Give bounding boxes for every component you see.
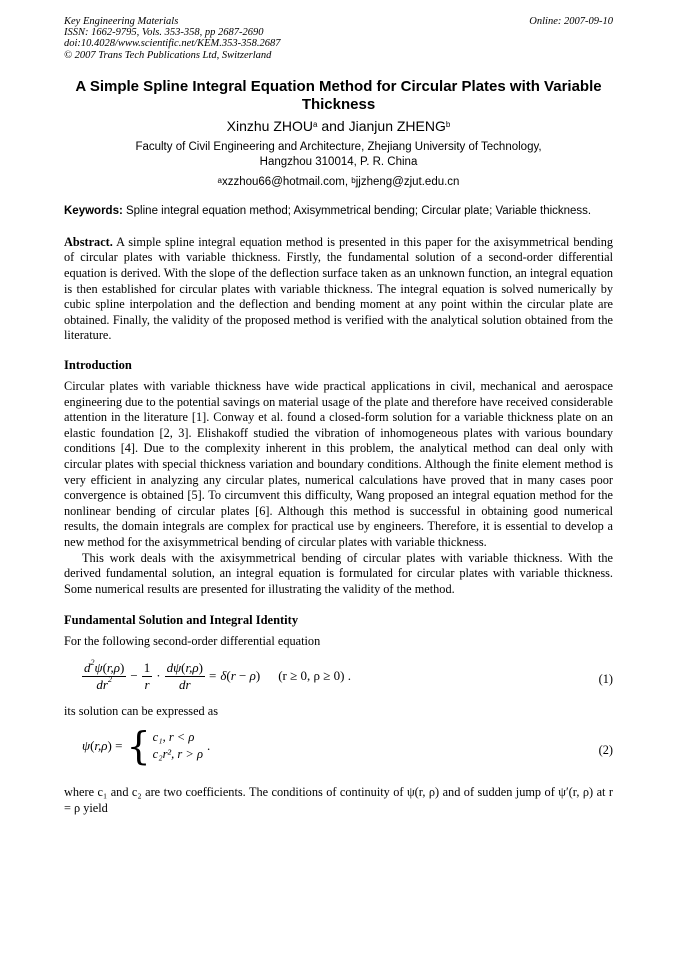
copyright-line: © 2007 Trans Tech Publications Ltd, Switzerland [64,49,272,61]
email-superscript: a [217,175,222,185]
equation-2: ψ(r,ρ) = { c₁, r < ρ c₂r², r > ρ . (2) [82,724,613,769]
author-superscript: b [445,119,451,129]
equation-1: $\frac{d^2\psi(r,\rho)}{dr^2}$ − $\frac{1}{r}$ · $\frac{d\psi(r,\rho)}{dr}$ = δ(r − ρ) (r ≥ 0, ρ ≥ 0) . (1) [84,657,613,692]
abstract-label: Abstract. [64,234,113,249]
body-paragraph: its solution can be expressed as [64,703,219,718]
email-link[interactable]: jjzheng@zjut.edu.cn [355,175,460,188]
author-list [64,118,613,135]
online-date: Online: 2007-09-10 [529,16,613,27]
author-conjunction: and [317,117,349,134]
keywords-label: Keywords: [64,204,123,217]
affiliation-line: Faculty of Civil Engineering and Architecture, Zhejiang University of Technology, [135,140,542,153]
equation-number: (2) [598,743,613,758]
paper-page [64,16,613,817]
section-heading-fundamental-solution: Fundamental Solution and Integral Identity [64,613,299,628]
fraction: $\frac{1}{r}$ [143,659,151,692]
journal-header [64,16,613,61]
email-superscript: b [351,175,356,185]
paper-title: A Simple Spline Integral Equation Method for Circular Plates with Variable Thickness [75,77,602,113]
introduction-paragraph: Circular plates with variable thickness have wide practical applications in civil, mechanical and aerospace engineering due to the potential savings on material usage of the plate and therefore have received considerable attention in the literature [1]. Conway et al. found a closed-form solution for a variable thickness plate on an elastic foundation [2, 3]. Elishakoff studied the vibration of inhomogeneous plates with various boundary conditions [4]. Due to the complexity inherent in this problem, the analytical method can deal only with circular plates with special thickness variation and boundary conditions. Although the finite element method is very efficient in analyzing any circular plates, numerical calculations have proved that in many cases poor convergence is obtained [5]. To circumvent this difficulty, Wang proposed an integral equation method for the nonlinear bending of circular plates [6]. Although this method is successful in obtaining good numerical results, the domain integrals are complex for practical use by engineers. Therefore, it is essential to develop a new method for the axisymmetrical bending of circular plates with variable thickness. [64,378,613,549]
author-emails [64,175,613,190]
fraction: $\frac{d\psi(r,\rho)}{dr}$ [166,659,203,692]
issn-line: ISSN: 1662-9795, Vols. 353-358, pp 2687-2690 [64,27,264,39]
keywords-text: Spline integral equation method; Axisymmetrical bending; Circular plate; Variable thickness. [122,204,592,217]
body-paragraph: For the following second-order differential equation [64,634,321,649]
affiliation [64,140,613,170]
journal-name: Key Engineering Materials [64,16,179,27]
author-superscript: a [313,119,318,129]
abstract-text: A simple spline integral equation method is presented in this paper for the axisymmetrical bending of circular plates with variable thickness. Firstly, the fundamental solution of a second-order differential equation is derived. With the slope of the deflection surface taken as an unknown function, an integral equation is then established for circular plates with variable thickness. The integral equation is solved numerically by cubic spline interpolation and the deflection and bending moment at any point within the circular plate are obtained. Finally, the validity of the proposed method is verified with the analytical solution obtained from the literature. [64,234,613,343]
introduction-paragraph: This work deals with the axisymmetrical bending of circular plates with variable thickness. With the derived fundamental solution, an integral equation is formulated for circular plates with variable thickness. Some numerical results are presented for illustrating the validity of the method. [64,550,613,596]
fraction: $\frac{d^2\psi(r,\rho)}{dr^2}$ [84,657,125,692]
author-name: Jianjun ZHENG [348,117,446,134]
email-link[interactable]: xzzhou66@hotmail.com, [221,175,352,188]
author-name: Xinzhu ZHOU [226,117,314,134]
doi-line: doi:10.4028/www.scientific.net/KEM.353-358.2687 [64,38,281,50]
case-row: c₁, r < ρ [152,730,195,745]
case-row: c₂r², r > ρ [152,747,203,762]
equation-condition: (r ≥ 0, ρ ≥ 0) . [278,668,351,684]
keywords-block [64,204,613,219]
equation-number: (1) [598,671,613,686]
body-paragraph: where c₁ and c₂ are two coefficients. The conditions of continuity of ψ(r, ρ) and of sudden jump of ψ′(r, ρ) at r = ρ yield [64,785,613,816]
abstract-block [64,235,613,344]
piecewise-cases: { c₁, r < ρ c₂r², r > ρ [126,724,203,769]
affiliation-line: Hangzhou 310014, P. R. China [259,155,418,168]
section-heading-introduction: Introduction [64,357,132,372]
